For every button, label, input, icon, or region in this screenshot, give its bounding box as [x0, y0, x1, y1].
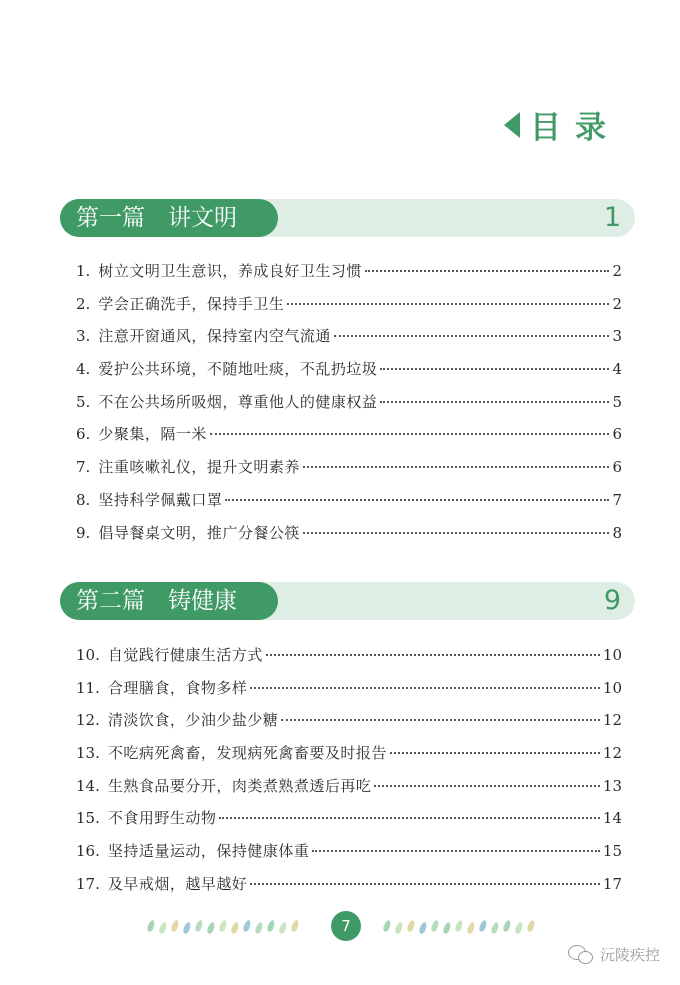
toc-item[interactable]: [76, 807, 622, 840]
toc-item[interactable]: [76, 644, 622, 677]
toc-item-number: 11.: [76, 678, 100, 697]
toc-item-title: 清淡饮食，少油少盐少糖: [107, 711, 279, 730]
leaf-border-left: [148, 920, 308, 934]
dot-leader: [303, 466, 610, 468]
toc-item-page: 2: [612, 294, 622, 313]
watermark: [568, 944, 660, 965]
toc-item-page: 17: [602, 874, 622, 893]
toc-item-number: 9.: [76, 523, 91, 542]
toc-item-page: 3: [612, 327, 622, 346]
leaf-icon: [382, 919, 392, 932]
toc-item-number: 10.: [76, 646, 100, 664]
toc-item-number: 8.: [76, 490, 91, 509]
section-page-number: 1: [603, 202, 621, 233]
dot-leader: [225, 499, 609, 501]
toc-item-number: 6.: [76, 425, 91, 444]
dot-leader: [210, 433, 610, 435]
toc-item-page: 12: [602, 744, 622, 763]
toc-item-title: 自觉践行健康生活方式: [107, 646, 263, 664]
toc-item-page: 10: [602, 646, 622, 664]
toc-item-page: 12: [602, 711, 622, 730]
toc-item-page: 6: [612, 458, 622, 477]
leaf-icon: [454, 919, 464, 932]
toc-item-number: 1.: [76, 262, 91, 280]
toc-item-title: 注意开窗通风，保持室内空气流通: [98, 327, 331, 346]
page-number: 7: [331, 911, 361, 941]
toc-item-page: 5: [612, 392, 622, 411]
section-title: 第一篇 讲文明: [60, 199, 278, 237]
dot-leader: [365, 270, 610, 272]
section-page-number: 9: [603, 585, 621, 616]
toc-item[interactable]: [76, 489, 622, 522]
toc-heading-text: 目录: [530, 110, 620, 146]
leaf-icon: [182, 921, 192, 934]
toc-item-title: 爱护公共环境，不随地吐痰，不乱扔垃圾: [98, 360, 378, 379]
dot-leader: [380, 401, 609, 403]
toc-item-page: 14: [602, 809, 622, 828]
leaf-icon: [266, 919, 276, 932]
toc-item-title: 合理膳食，食物多样: [107, 678, 248, 697]
toc-item[interactable]: [76, 677, 622, 710]
leaf-icon: [230, 921, 240, 934]
leaf-icon: [170, 919, 180, 932]
toc-item-number: 2.: [76, 294, 91, 313]
toc-item-title: 生熟食品要分开，肉类煮熟煮透后再吃: [107, 776, 372, 795]
leaf-icon: [278, 921, 288, 934]
toc-item-title: 及早戒烟，越早越好: [107, 874, 248, 893]
toc-item-title: 倡导餐桌文明，推广分餐公筷: [98, 523, 300, 542]
dot-leader: [390, 752, 600, 754]
dot-leader: [219, 817, 600, 819]
leaf-icon: [406, 919, 416, 932]
leaf-icon: [254, 921, 264, 934]
dot-leader: [374, 785, 600, 787]
dot-leader: [303, 532, 610, 534]
leaf-icon: [514, 921, 524, 934]
toc-list-section-1: [76, 260, 622, 554]
leaf-icon: [418, 921, 428, 934]
leaf-icon: [442, 921, 452, 934]
toc-item-title: 少聚集，隔一米: [98, 425, 207, 444]
leaf-icon: [194, 919, 204, 932]
toc-item[interactable]: [76, 873, 622, 906]
toc-item[interactable]: [76, 522, 622, 555]
leaf-icon: [394, 921, 404, 934]
toc-item-number: 12.: [76, 711, 100, 730]
toc-item-number: 4.: [76, 360, 91, 379]
toc-item-number: 7.: [76, 458, 91, 477]
toc-item[interactable]: [76, 325, 622, 358]
leaf-icon: [242, 919, 252, 932]
toc-item-page: 4: [612, 360, 622, 379]
triangle-left-icon: [504, 112, 520, 138]
toc-item[interactable]: [76, 293, 622, 326]
leaf-icon: [490, 921, 500, 934]
wechat-icon: [568, 945, 594, 965]
toc-item-page: 13: [602, 776, 622, 795]
toc-item-title: 学会正确洗手，保持手卫生: [98, 294, 285, 313]
toc-item[interactable]: [76, 456, 622, 489]
toc-item-number: 13.: [76, 744, 100, 763]
toc-item-title: 不吃病死禽畜，发现病死禽畜要及时报告: [107, 744, 387, 763]
toc-item-title: 不在公共场所吸烟，尊重他人的健康权益: [98, 392, 378, 411]
toc-item-number: 17.: [76, 874, 100, 893]
section-title: 第二篇 铸健康: [60, 582, 278, 620]
leaf-icon: [430, 919, 440, 932]
leaf-icon: [146, 919, 156, 932]
toc-item[interactable]: [76, 775, 622, 808]
toc-item-title: 树立文明卫生意识，养成良好卫生习惯: [98, 262, 362, 280]
toc-item-title: 注重咳嗽礼仪，提升文明素养: [98, 458, 300, 477]
toc-item[interactable]: [76, 840, 622, 873]
toc-item[interactable]: [76, 742, 622, 775]
dot-leader: [312, 850, 600, 852]
leaf-icon: [502, 919, 512, 932]
dot-leader: [250, 687, 600, 689]
toc-item-page: 7: [612, 490, 622, 509]
toc-item[interactable]: [76, 709, 622, 742]
toc-item-page: 10: [602, 678, 622, 697]
toc-list-section-2: [76, 644, 622, 906]
toc-item-number: 5.: [76, 392, 91, 411]
toc-item[interactable]: [76, 391, 622, 424]
toc-item-page: 6: [612, 425, 622, 444]
toc-item-page: 2: [612, 262, 622, 280]
dot-leader: [266, 654, 600, 656]
dot-leader: [380, 368, 609, 370]
leaf-icon: [478, 919, 488, 932]
toc-item[interactable]: [76, 423, 622, 456]
leaf-icon: [466, 921, 476, 934]
toc-item-page: 15: [602, 842, 622, 861]
toc-item-title: 坚持科学佩戴口罩: [98, 490, 223, 509]
section-header-2[interactable]: [60, 582, 635, 620]
leaf-border-right: [384, 920, 544, 934]
leaf-icon: [218, 919, 228, 932]
toc-item[interactable]: [76, 260, 622, 293]
watermark-text: 沅陵疾控: [599, 946, 660, 964]
toc-item-page: 8: [612, 523, 622, 542]
section-header-1[interactable]: [60, 199, 635, 237]
toc-item-title: 不食用野生动物: [107, 809, 217, 828]
leaf-icon: [206, 921, 216, 934]
leaf-icon: [290, 919, 300, 932]
dot-leader: [281, 719, 600, 721]
toc-heading: [504, 102, 620, 147]
leaf-icon: [158, 921, 168, 934]
toc-item-title: 坚持适量运动，保持健康体重: [107, 842, 310, 861]
dot-leader: [334, 335, 610, 337]
toc-item-number: 14.: [76, 776, 100, 795]
toc-item-number: 16.: [76, 842, 100, 861]
toc-item-number: 3.: [76, 327, 91, 346]
toc-item[interactable]: [76, 358, 622, 391]
dot-leader: [287, 303, 609, 305]
leaf-icon: [526, 919, 536, 932]
dot-leader: [250, 883, 600, 885]
toc-item-number: 15.: [76, 809, 100, 828]
